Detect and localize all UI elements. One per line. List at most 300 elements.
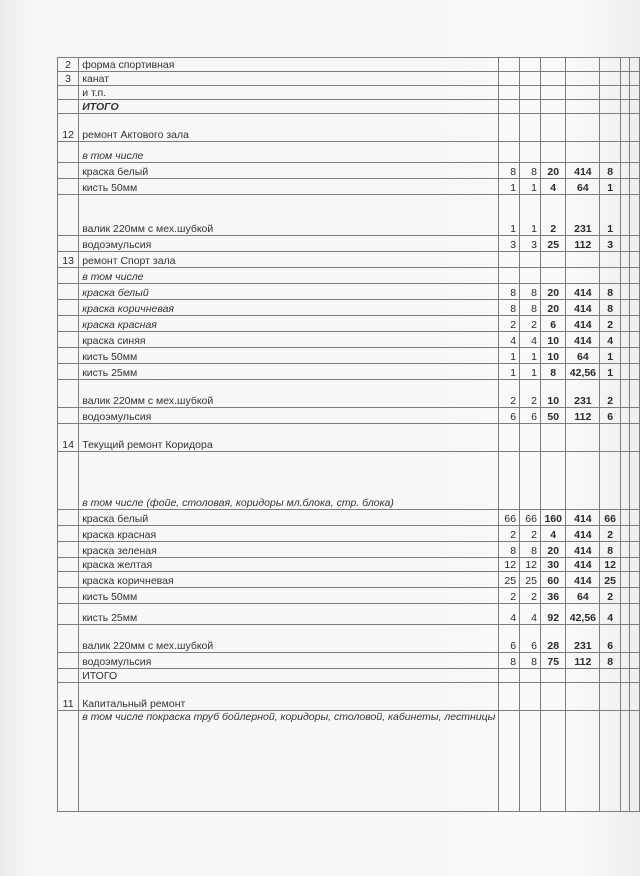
value-c: 8	[600, 284, 621, 300]
item-name: кисть 50мм	[79, 179, 499, 195]
item-name: краска зеленая	[79, 542, 499, 558]
quantity-b	[520, 424, 541, 452]
table-row	[58, 558, 640, 572]
quantity-b	[520, 100, 541, 114]
value-a: 10	[540, 348, 566, 364]
row-number	[58, 364, 79, 380]
row-number	[58, 380, 79, 408]
empty-cell	[630, 588, 640, 604]
quantity-a	[499, 72, 520, 86]
quantity-b	[520, 711, 541, 812]
empty-cell	[630, 380, 640, 408]
value-c	[600, 142, 621, 163]
section-title: ремонт Спорт зала	[79, 252, 499, 268]
unit-price: 231	[566, 195, 600, 236]
row-number	[58, 163, 79, 179]
value-c	[600, 72, 621, 86]
budget-table	[57, 57, 640, 812]
row-number	[58, 268, 79, 284]
quantity-b	[520, 86, 541, 100]
quantity-a	[499, 58, 520, 72]
empty-cell	[620, 58, 630, 72]
unit-price: 414	[566, 542, 600, 558]
quantity-b	[520, 669, 541, 683]
section-title: Текущий ремонт Коридора	[79, 424, 499, 452]
quantity-a: 2	[499, 380, 520, 408]
unit-price	[566, 452, 600, 510]
total-label: ИТОГО	[79, 669, 499, 683]
value-a: 30	[540, 558, 566, 572]
value-a	[540, 452, 566, 510]
quantity-b: 1	[520, 195, 541, 236]
empty-cell	[630, 408, 640, 424]
row-number	[58, 625, 79, 653]
unit-price: 414	[566, 332, 600, 348]
row-number	[58, 332, 79, 348]
value-a	[540, 424, 566, 452]
empty-cell	[630, 452, 640, 510]
quantity-b: 4	[520, 604, 541, 625]
item-name: краска синяя	[79, 332, 499, 348]
empty-cell	[630, 316, 640, 332]
row-number	[58, 669, 79, 683]
unit-price	[566, 252, 600, 268]
value-c: 2	[600, 316, 621, 332]
empty-cell	[630, 653, 640, 669]
item-name: краска коричневая	[79, 572, 499, 588]
empty-cell	[630, 669, 640, 683]
item-name: водоэмульсия	[79, 236, 499, 252]
value-c	[600, 452, 621, 510]
quantity-a: 8	[499, 163, 520, 179]
row-number	[58, 510, 79, 526]
value-a: 75	[540, 653, 566, 669]
item-name: краска коричневая	[79, 300, 499, 316]
row-number	[58, 542, 79, 558]
row-number: 2	[58, 58, 79, 72]
value-c	[600, 100, 621, 114]
value-c: 8	[600, 300, 621, 316]
value-c: 1	[600, 179, 621, 195]
subsection-label: в том числе (фойе, столовая, коридоры мл.блока, стр. блока)	[79, 452, 499, 510]
row-number	[58, 572, 79, 588]
value-c	[600, 252, 621, 268]
unit-price: 414	[566, 526, 600, 542]
empty-cell	[630, 163, 640, 179]
quantity-a	[499, 669, 520, 683]
row-number	[58, 711, 79, 812]
item-name: форма спортивная	[79, 58, 499, 72]
quantity-a	[499, 100, 520, 114]
item-name: канат	[79, 72, 499, 86]
value-a: 28	[540, 625, 566, 653]
item-name: краска красная	[79, 526, 499, 542]
item-name: валик 220мм с мех.шубкой	[79, 195, 499, 236]
table-row	[58, 195, 640, 236]
item-name: кисть 25мм	[79, 604, 499, 625]
table-row	[58, 72, 640, 86]
quantity-a	[499, 252, 520, 268]
quantity-b: 8	[520, 653, 541, 669]
empty-cell	[620, 195, 630, 236]
quantity-a	[499, 711, 520, 812]
empty-cell	[630, 332, 640, 348]
row-number	[58, 348, 79, 364]
quantity-a: 12	[499, 558, 520, 572]
value-c: 8	[600, 653, 621, 669]
quantity-a: 1	[499, 364, 520, 380]
value-a	[540, 72, 566, 86]
unit-price	[566, 683, 600, 711]
value-a: 160	[540, 510, 566, 526]
value-a	[540, 58, 566, 72]
row-number	[58, 316, 79, 332]
table-row	[58, 526, 640, 542]
row-number	[58, 236, 79, 252]
empty-cell	[620, 526, 630, 542]
empty-cell	[620, 332, 630, 348]
empty-cell	[620, 542, 630, 558]
empty-cell	[630, 284, 640, 300]
row-number	[58, 100, 79, 114]
empty-cell	[630, 58, 640, 72]
unit-price: 414	[566, 284, 600, 300]
value-a: 20	[540, 542, 566, 558]
unit-price: 112	[566, 408, 600, 424]
unit-price: 231	[566, 380, 600, 408]
unit-price: 64	[566, 179, 600, 195]
table-row	[58, 86, 640, 100]
empty-cell	[620, 114, 630, 142]
quantity-b: 1	[520, 348, 541, 364]
empty-cell	[620, 604, 630, 625]
value-a	[540, 268, 566, 284]
empty-cell	[630, 542, 640, 558]
quantity-a: 4	[499, 332, 520, 348]
value-a	[540, 711, 566, 812]
value-c: 3	[600, 236, 621, 252]
table-row	[58, 252, 640, 268]
empty-cell	[620, 316, 630, 332]
value-a	[540, 114, 566, 142]
value-c	[600, 669, 621, 683]
unit-price	[566, 100, 600, 114]
empty-cell	[620, 424, 630, 452]
unit-price: 414	[566, 300, 600, 316]
quantity-b: 8	[520, 300, 541, 316]
quantity-a: 1	[499, 348, 520, 364]
value-a: 20	[540, 284, 566, 300]
table-row	[58, 452, 640, 510]
quantity-a: 4	[499, 604, 520, 625]
table-row	[58, 179, 640, 195]
empty-cell	[620, 268, 630, 284]
value-a: 10	[540, 380, 566, 408]
value-a: 50	[540, 408, 566, 424]
table-row	[58, 114, 640, 142]
unit-price: 42,56	[566, 604, 600, 625]
quantity-a: 8	[499, 284, 520, 300]
quantity-a	[499, 86, 520, 100]
quantity-b	[520, 114, 541, 142]
value-c: 2	[600, 380, 621, 408]
subsection-label: в том числе покраска труб бойлерной, коридоры, столовой, кабинеты, лестницы	[79, 711, 499, 812]
quantity-b: 3	[520, 236, 541, 252]
quantity-a: 8	[499, 542, 520, 558]
empty-cell	[630, 252, 640, 268]
empty-cell	[620, 300, 630, 316]
empty-cell	[630, 142, 640, 163]
empty-cell	[620, 179, 630, 195]
subsection-label: в том числе	[79, 142, 499, 163]
quantity-a: 6	[499, 408, 520, 424]
quantity-a	[499, 268, 520, 284]
quantity-a: 66	[499, 510, 520, 526]
empty-cell	[620, 100, 630, 114]
table-row	[58, 163, 640, 179]
quantity-a: 6	[499, 625, 520, 653]
value-c: 1	[600, 195, 621, 236]
row-number	[58, 653, 79, 669]
quantity-b	[520, 58, 541, 72]
table-row	[58, 268, 640, 284]
table-row	[58, 316, 640, 332]
quantity-b: 6	[520, 408, 541, 424]
empty-cell	[630, 424, 640, 452]
quantity-a	[499, 114, 520, 142]
unit-price	[566, 268, 600, 284]
table-row	[58, 424, 640, 452]
value-a: 25	[540, 236, 566, 252]
empty-cell	[630, 114, 640, 142]
quantity-b: 25	[520, 572, 541, 588]
table-row	[58, 669, 640, 683]
table-row	[58, 408, 640, 424]
value-a: 4	[540, 526, 566, 542]
empty-cell	[630, 195, 640, 236]
unit-price	[566, 711, 600, 812]
empty-cell	[620, 86, 630, 100]
quantity-b	[520, 252, 541, 268]
table-row	[58, 300, 640, 316]
quantity-b: 4	[520, 332, 541, 348]
quantity-b: 1	[520, 179, 541, 195]
table-row	[58, 348, 640, 364]
row-number	[58, 604, 79, 625]
empty-cell	[620, 558, 630, 572]
value-c: 12	[600, 558, 621, 572]
value-c: 2	[600, 588, 621, 604]
quantity-a	[499, 683, 520, 711]
value-c: 2	[600, 526, 621, 542]
quantity-b: 8	[520, 284, 541, 300]
empty-cell	[630, 572, 640, 588]
row-number	[58, 142, 79, 163]
quantity-b	[520, 72, 541, 86]
empty-cell	[630, 625, 640, 653]
quantity-b	[520, 142, 541, 163]
empty-cell	[630, 72, 640, 86]
empty-cell	[630, 348, 640, 364]
empty-cell	[630, 683, 640, 711]
quantity-b	[520, 268, 541, 284]
empty-cell	[630, 86, 640, 100]
quantity-a: 25	[499, 572, 520, 588]
value-c: 8	[600, 542, 621, 558]
quantity-a: 2	[499, 526, 520, 542]
total-label: ИТОГО	[79, 100, 499, 114]
item-name: краска красная	[79, 316, 499, 332]
row-number	[58, 452, 79, 510]
quantity-b	[520, 683, 541, 711]
empty-cell	[620, 348, 630, 364]
unit-price	[566, 72, 600, 86]
table-row	[58, 588, 640, 604]
value-a: 60	[540, 572, 566, 588]
value-c	[600, 58, 621, 72]
value-a	[540, 252, 566, 268]
quantity-b: 2	[520, 588, 541, 604]
quantity-b: 8	[520, 163, 541, 179]
empty-cell	[630, 558, 640, 572]
empty-cell	[620, 284, 630, 300]
empty-cell	[620, 711, 630, 812]
value-c: 4	[600, 332, 621, 348]
empty-cell	[620, 683, 630, 711]
value-a: 4	[540, 179, 566, 195]
unit-price	[566, 669, 600, 683]
empty-cell	[630, 510, 640, 526]
row-number	[58, 408, 79, 424]
row-number	[58, 179, 79, 195]
unit-price: 414	[566, 316, 600, 332]
table-row	[58, 332, 640, 348]
table-row	[58, 542, 640, 558]
empty-cell	[620, 653, 630, 669]
item-name: кисть 50мм	[79, 588, 499, 604]
row-number: 12	[58, 114, 79, 142]
quantity-b: 8	[520, 542, 541, 558]
value-c	[600, 683, 621, 711]
empty-cell	[620, 625, 630, 653]
item-name: краска белый	[79, 284, 499, 300]
quantity-b: 6	[520, 625, 541, 653]
value-a: 20	[540, 300, 566, 316]
quantity-a	[499, 424, 520, 452]
empty-cell	[620, 588, 630, 604]
empty-cell	[620, 236, 630, 252]
quantity-b	[520, 452, 541, 510]
subsection-label: в том числе	[79, 268, 499, 284]
item-name: водоэмульсия	[79, 408, 499, 424]
value-a	[540, 683, 566, 711]
item-name: краска желтая	[79, 558, 499, 572]
empty-cell	[630, 100, 640, 114]
quantity-a	[499, 142, 520, 163]
value-c	[600, 268, 621, 284]
value-a	[540, 100, 566, 114]
row-number	[58, 86, 79, 100]
empty-cell	[630, 268, 640, 284]
item-name: и т.п.	[79, 86, 499, 100]
unit-price: 414	[566, 558, 600, 572]
item-name: краска белый	[79, 163, 499, 179]
empty-cell	[620, 364, 630, 380]
table-row	[58, 380, 640, 408]
value-a: 20	[540, 163, 566, 179]
table-row	[58, 510, 640, 526]
value-c: 1	[600, 364, 621, 380]
quantity-b: 1	[520, 364, 541, 380]
quantity-b: 2	[520, 316, 541, 332]
quantity-a: 1	[499, 179, 520, 195]
quantity-b: 2	[520, 380, 541, 408]
section-title: ремонт Актового зала	[79, 114, 499, 142]
value-a	[540, 142, 566, 163]
value-a	[540, 669, 566, 683]
row-number: 3	[58, 72, 79, 86]
table-row	[58, 683, 640, 711]
row-number	[58, 300, 79, 316]
empty-cell	[630, 711, 640, 812]
value-c	[600, 711, 621, 812]
empty-cell	[620, 572, 630, 588]
empty-cell	[620, 72, 630, 86]
empty-cell	[630, 236, 640, 252]
empty-cell	[630, 526, 640, 542]
value-c	[600, 86, 621, 100]
value-c: 1	[600, 348, 621, 364]
empty-cell	[620, 669, 630, 683]
quantity-a: 2	[499, 588, 520, 604]
empty-cell	[620, 380, 630, 408]
unit-price: 414	[566, 510, 600, 526]
value-c: 6	[600, 408, 621, 424]
unit-price: 414	[566, 572, 600, 588]
unit-price: 64	[566, 588, 600, 604]
row-number	[58, 558, 79, 572]
row-number	[58, 284, 79, 300]
unit-price	[566, 142, 600, 163]
row-number: 13	[58, 252, 79, 268]
quantity-b: 12	[520, 558, 541, 572]
value-c: 4	[600, 604, 621, 625]
empty-cell	[630, 604, 640, 625]
unit-price: 414	[566, 163, 600, 179]
section-title: Капитальный ремонт	[79, 683, 499, 711]
item-name: кисть 25мм	[79, 364, 499, 380]
empty-cell	[620, 452, 630, 510]
item-name: кисть 50мм	[79, 348, 499, 364]
row-number: 11	[58, 683, 79, 711]
quantity-a: 2	[499, 316, 520, 332]
value-c: 66	[600, 510, 621, 526]
empty-cell	[630, 179, 640, 195]
row-number	[58, 526, 79, 542]
value-a: 36	[540, 588, 566, 604]
item-name: валик 220мм с мех.шубкой	[79, 625, 499, 653]
table-row	[58, 236, 640, 252]
value-a: 6	[540, 316, 566, 332]
table-row	[58, 284, 640, 300]
empty-cell	[630, 300, 640, 316]
value-c: 25	[600, 572, 621, 588]
empty-cell	[620, 252, 630, 268]
unit-price: 231	[566, 625, 600, 653]
unit-price: 112	[566, 236, 600, 252]
row-number: 14	[58, 424, 79, 452]
value-c	[600, 424, 621, 452]
